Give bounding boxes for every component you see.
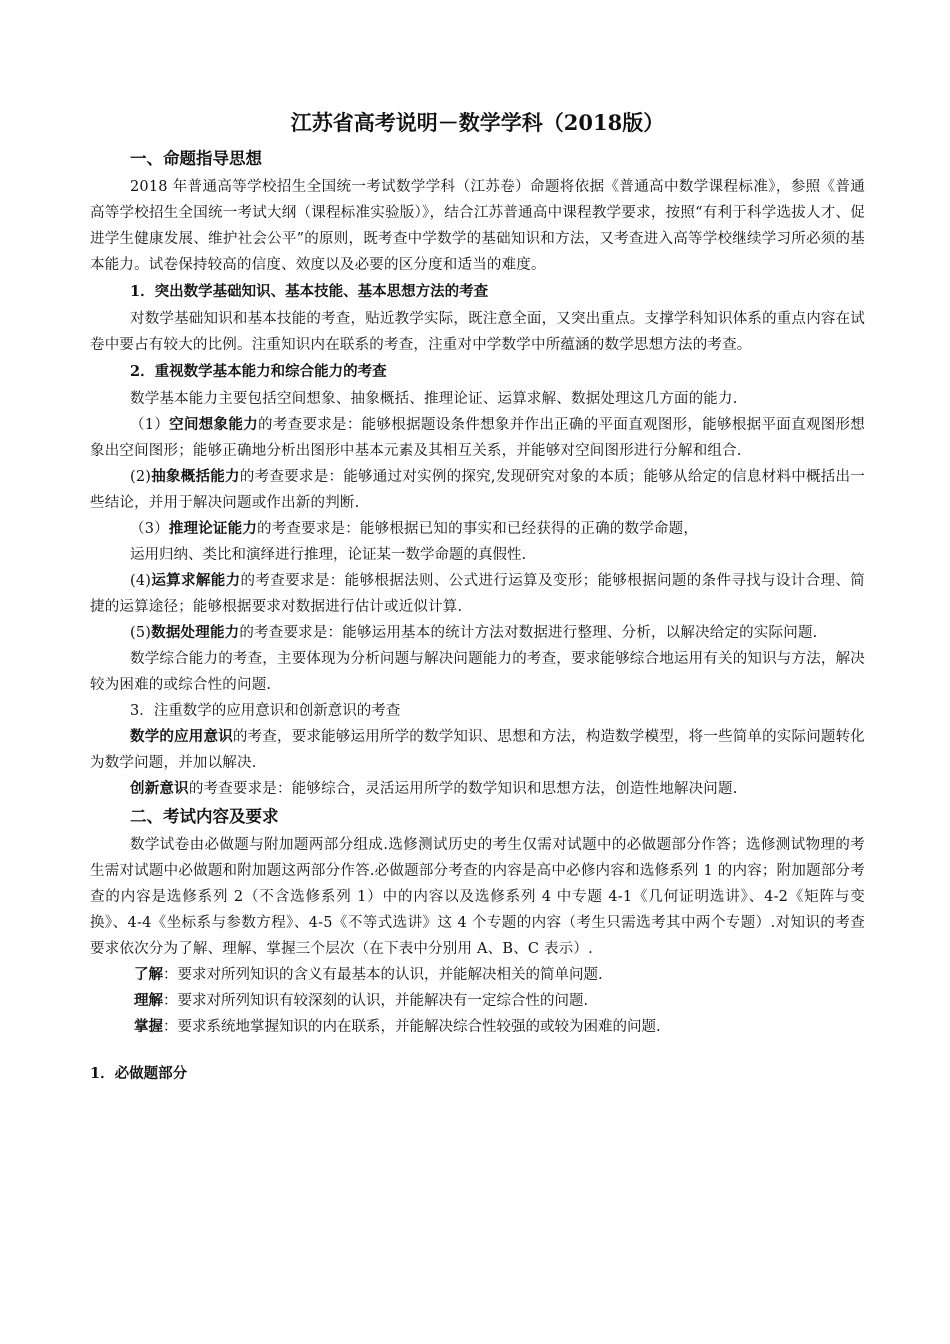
- ability-item-continued: 运用归纳、类比和演绎进行推理，论证某一数学命题的真假性.: [130, 547, 527, 563]
- ability-item: (4)运算求解能力的考查要求是：能够根据法则、公式进行运算及变形；能够根据问题的条件寻找与设计合理、简捷的运算途径；能够根据要求对数据进行估计或近似计算.: [90, 572, 865, 615]
- paragraph: 数学试卷由必做题与附加题两部分组成.选修测试历史的考生仅需对试题中的必做题部分作答；选修测试物理的考生需对试题中必做题和附加题这两部分作答.必做题部分考查的内容是高中必修内容和选修系列 1 的内容；附加题部分考查的内容是选修系列 2（不含选修系列 1）中的内容以及选修系列 4 中专题 4-1《几何证明选讲》、4-2《矩阵与变换》、4-4《坐标系与参数方程》、4-5《不等式选讲》这 4 个专题的内容（考生只需选考其中两个专题）.对知识的考查要求依次分为了解、理解、掌握三个层次（在下表中分别用 A、B、C 表示）.: [90, 837, 865, 957]
- level-definition: 掌握：要求系统地掌握知识的内在联系，并能解决综合性较强的或较为困难的问题.: [134, 1018, 661, 1035]
- subheading-plain: 3．注重数学的应用意识和创新意识的考查: [130, 703, 401, 719]
- paragraph: 对数学基础知识和基本技能的考查，贴近教学实际，既注意全面，又突出重点。支撑学科知识体系的重点内容在试卷中要占有较大的比例。注重知识内在联系的考查，注重对中学数学中所蕴涵的数学思想方法的考查。: [90, 311, 865, 353]
- paragraph: 2018 年普通高等学校招生全国统一考试数学学科（江苏卷）命题将依据《普通高中数学课程标准》，参照《普通高等学校招生全国统一考试大纲（课程标准实验版）》，结合江苏普通高中课程教学要求，按照“有利于科学选拔人才、促进学生健康发展、维护社会公平”的原则，既考查中学数学的基础知识和方法，又考查进入高等学校继续学习所必须的基本能力。试卷保持较高的信度、效度以及必要的区分度和适当的难度。: [90, 179, 865, 273]
- section-heading-2: 二、考试内容及要求: [130, 807, 279, 826]
- paragraph: 数学基本能力主要包括空间想象、抽象概括、推理论证、运算求解、数据处理这几方面的能力.: [130, 391, 738, 407]
- paragraph: 创新意识的考查要求是：能够综合，灵活运用所学的数学知识和思想方法，创造性地解决问题.: [130, 780, 738, 797]
- ability-item: (5)数据处理能力的考查要求是：能够运用基本的统计方法对数据进行整理、分析，以解决给定的实际问题.: [130, 624, 818, 641]
- paragraph: 数学的应用意识的考查，要求能够运用所学的数学知识、思想和方法，构造数学模型，将一些简单的实际问题转化为数学问题，并加以解决.: [90, 728, 866, 771]
- level-definition: 理解：要求对所列知识有较深刻的认识，并能解决有一定综合性的问题.: [134, 992, 589, 1009]
- paragraph: 数学综合能力的考查，主要体现为分析问题与解决问题能力的考查，要求能够综合地运用有关的知识与方法，解决较为困难的或综合性的问题.: [90, 651, 865, 693]
- ability-item: （1）空间想象能力的考查要求是：能够根据题设条件想象并作出正确的平面直观图形，能够根据平面直观图形想象出空间图形；能够正确地分析出图形中基本元素及其相互关系，并能够对空间图形进行分解和组合.: [90, 416, 866, 459]
- subheading: 1．突出数学基础知识、基本技能、基本思想方法的考查: [130, 283, 489, 300]
- section-heading-1: 一、命题指导思想: [130, 149, 262, 168]
- ability-item: (2)抽象概括能力的考查要求是：能够通过对实例的探究,发现研究对象的本质；能够从给定的信息材料中概括出一些结论，并用于解决问题或作出新的判断.: [90, 468, 865, 511]
- ability-item: （3）推理论证能力的考查要求是：能够根据已知的事实和已经获得的正确的数学命题，: [130, 520, 699, 537]
- level-definition: 了解：要求对所列知识的含义有最基本的认识，并能解决相关的简单问题.: [134, 966, 603, 983]
- subheading-required-part: 1．必做题部分: [90, 1065, 188, 1082]
- document-title: 江苏省高考说明－数学学科（2018版）: [290, 110, 665, 135]
- document-page: [90, 100, 865, 1088]
- subheading: 2．重视数学基本能力和综合能力的考查: [130, 363, 387, 380]
